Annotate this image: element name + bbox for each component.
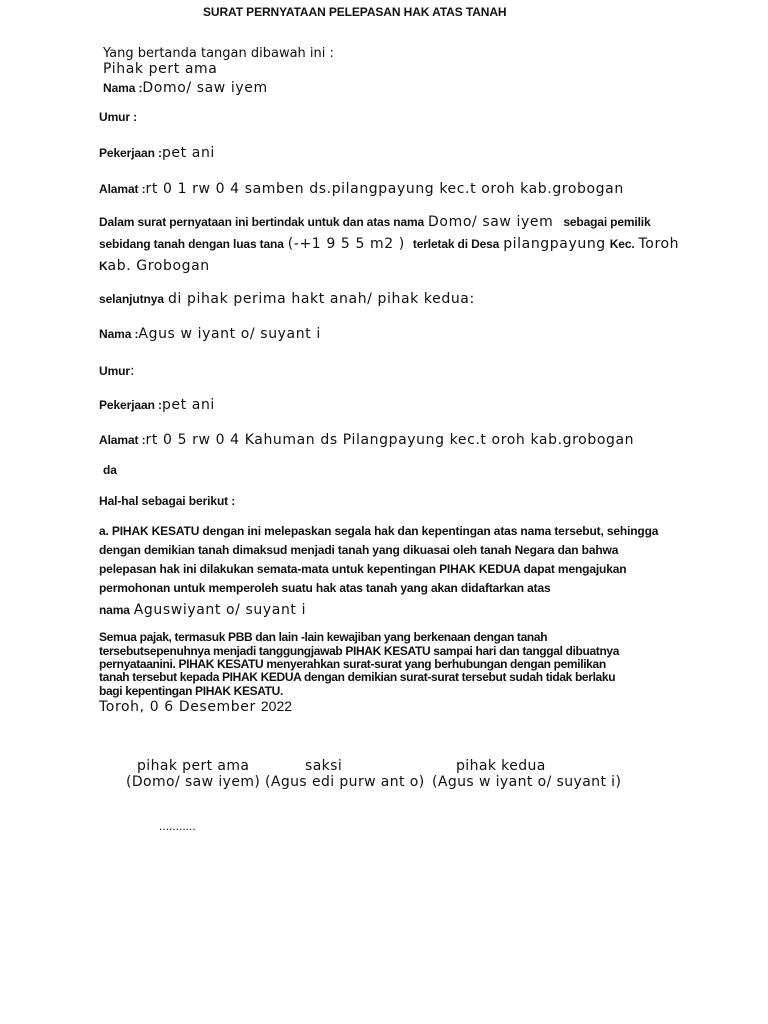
party2-pekerjaan-row — [99, 396, 215, 414]
party1-nama-label: Nama : — [103, 81, 143, 95]
intro-text: Yang bertanda tangan dibawah ini : — [103, 46, 334, 61]
selanjutnya-value: di pihak perima hakt anah/ pihak kedua: — [167, 291, 475, 307]
party1-alamat-label: Alamat : — [99, 182, 146, 196]
place-date-text: Toroh, 0 6 Desember — [99, 699, 261, 715]
da-text: da — [103, 463, 117, 477]
party2-umur-row — [99, 362, 135, 380]
statement-text: Dalam surat pernyataan ini bertindak untuk dan atas nama — [99, 215, 425, 229]
party1-heading: Pihak pert ama — [103, 61, 218, 77]
pajak-line-5: bagi kepentingan PIHAK KESATU. — [99, 684, 283, 698]
statement-village: pilangpayung — [503, 236, 606, 252]
clause-a-nama-label: nama — [99, 603, 130, 617]
party2-nama-value: Agus w iyant o/ suyant i — [138, 326, 321, 342]
sig-col1-role: pihak pert ama — [137, 758, 250, 774]
clause-a-line-4: permohonan untuk memperoleh suatu hak atas tanah yang akan didaftarkan atas — [99, 581, 551, 595]
party1-umur-label: Umur : — [99, 110, 138, 124]
clause-a-line-2: dengan demikian tanah dimaksud menjadi tanah yang dikuasai oleh tanah Negara dan bahwa — [99, 543, 619, 557]
statement-text: sebidang tanah dengan luas tana — [99, 237, 284, 251]
party2-alamat-row — [99, 431, 634, 449]
sig-col2-role: saksi — [305, 758, 343, 774]
pajak-line-4: tanah tersebut kepada PIHAK KEDUA dengan demikian surat-surat tersebut sudah tidak berlaku — [99, 670, 616, 684]
statement-line-1 — [99, 213, 650, 231]
statement-text: Kec. — [609, 237, 635, 251]
party1-nama-row — [103, 79, 268, 97]
clause-a-nama-value: Aguswiyant o/ suyant i — [133, 602, 307, 618]
statement-text: terletak di Desa — [412, 237, 500, 251]
party1-pekerjaan-label: Pekerjaan : — [99, 146, 162, 160]
sig-col2-name: (Agus edi purw ant o) — [265, 774, 425, 790]
statement-line-3 — [99, 257, 210, 275]
sig-col3-role: pihak kedua — [456, 758, 546, 774]
statement-text: sebagai pemilik — [563, 215, 651, 229]
statement-line-2 — [99, 235, 679, 253]
party1-alamat-value: rt 0 1 rw 0 4 samben ds.pilangpayung kec.t oroh kab.grobogan — [145, 181, 624, 197]
sig-col1-name: (Domo/ saw iyem) — [126, 774, 261, 790]
selanjutnya-label: selanjutnya — [99, 292, 164, 306]
pajak-line-2: tersebutsepenuhnya menjadi tanggungjawab PIHAK KESATU sampai hari dan tanggal dibuatnya — [99, 644, 620, 658]
signature-dots: ........... — [159, 819, 196, 833]
selanjutnya-row — [99, 290, 475, 308]
party2-pekerjaan-label: Pekerjaan : — [99, 398, 162, 412]
clause-a-line-3: pelepasan hak ini dilakukan semata-mata untuk kepentingan PIHAK KEDUA dapat mengajukan — [99, 562, 627, 576]
party1-pekerjaan-value: pet ani — [161, 145, 215, 161]
pajak-line-3: pernyataanini. PIHAK KESATU menyerahkan surat-surat yang berhubungan dengan pemilikan — [99, 657, 606, 671]
party2-nama-row — [99, 325, 321, 343]
party1-nama-value: Domo/ saw iyem — [142, 80, 268, 96]
place-date-year: 2022 — [260, 698, 293, 714]
party2-alamat-value: rt 0 5 rw 0 4 Kahuman ds Pilangpayung kec.t oroh kab.grobogan — [145, 432, 635, 448]
place-date — [99, 698, 292, 716]
statement-district: Toroh — [638, 236, 680, 252]
party2-nama-label: Nama : — [99, 327, 139, 341]
clause-a-line-1: a. PIHAK KESATU dengan ini melepaskan segala hak dan kepentingan atas nama tersebut, sehingga — [99, 524, 659, 538]
statement-land-area: (-+1 9 5 5 m2 ) — [287, 236, 405, 252]
sig-col3-name: (Agus w iyant o/ suyant i) — [432, 774, 622, 790]
statement-regency: ab. Grobogan — [107, 258, 210, 274]
statement-text: K — [99, 259, 108, 273]
party2-umur-colon: : — [129, 363, 136, 379]
party1-pekerjaan-row — [99, 144, 215, 162]
party2-pekerjaan-value: pet ani — [161, 397, 215, 413]
clause-a-line-5 — [99, 601, 306, 619]
party1-alamat-row — [99, 180, 624, 198]
document-title: SURAT PERNYATAAN PELEPASAN HAK ATAS TANAH — [203, 5, 507, 19]
pajak-line-1: Semua pajak, termasuk PBB dan lain -lain kewajiban yang berkenaan dengan tanah — [99, 630, 548, 644]
party2-alamat-label: Alamat : — [99, 433, 146, 447]
party2-umur-label: Umur — [99, 364, 130, 378]
hal-heading: Hal-hal sebagai berikut : — [99, 494, 236, 508]
statement-owner-name: Domo/ saw iyem — [428, 214, 554, 230]
